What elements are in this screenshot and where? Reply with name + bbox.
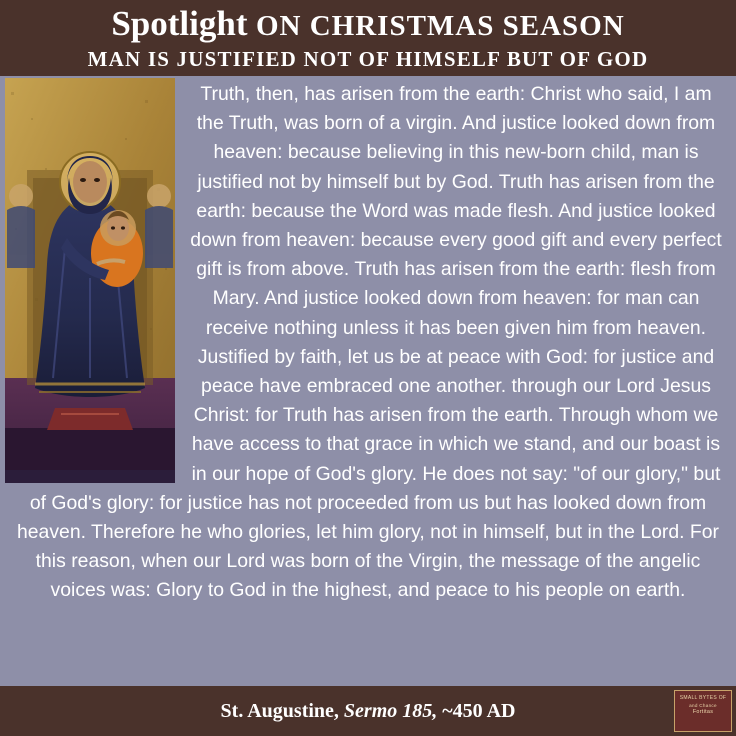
page-subtitle: MAN IS JUSTIFIED NOT OF HIMSELF BUT OF GOD — [87, 47, 649, 71]
page-title — [0, 4, 736, 46]
quote-text: Truth, then, has arisen from the earth: Christ who said, I am the Truth, was born of a virgin. And justice looked down from heaven: because believing in this new-born child, man is justified not by himself but by God. Truth has arisen from the earth: because the Word was made flesh. And justice looked down from heaven: because every good gift and every perfect gift is from above. Truth has arisen from the earth: flesh from Mary. And justice looked down from heaven: for man can receive nothing unless it has been given him from heaven. Justified by faith, let us be at peace with God: for justice and peace have embraced one another. through our Lord Jesus Christ: for Truth has arisen from the earth. Through whom we have access to that grace in which we stand, and our boast is in our hope of God's glory. He does not say: "of our glory," but of God's glory: for justice has not proceeded from us but has looked down from heaven. Therefore he who glories, let him glory, not in himself, but in the Lord. For this reason, when our Lord was born of the Virgin, the message of the angelic voices was: Glory to God in the highest, and peace to his people on earth. — [16, 83, 722, 602]
badge-line-3: Fortitas — [692, 709, 714, 715]
image-wrap-spacer — [14, 80, 190, 480]
footer-banner — [0, 686, 736, 736]
publisher-badge — [674, 690, 732, 732]
page-title-word: Spotlight — [111, 4, 248, 43]
attribution-date: ~450 AD — [442, 700, 516, 722]
attribution-work: Sermo 185, — [343, 700, 438, 722]
attribution-author: St. Augustine, — [220, 700, 339, 722]
badge-line-2: and Chance — [689, 703, 717, 708]
page-title-rest: ON CHRISTMAS SEASON — [255, 10, 625, 42]
attribution — [0, 686, 736, 736]
header-banner — [0, 0, 736, 76]
quote-body — [0, 80, 736, 606]
badge-line-1: SMALL BYTES OF — [679, 695, 727, 701]
